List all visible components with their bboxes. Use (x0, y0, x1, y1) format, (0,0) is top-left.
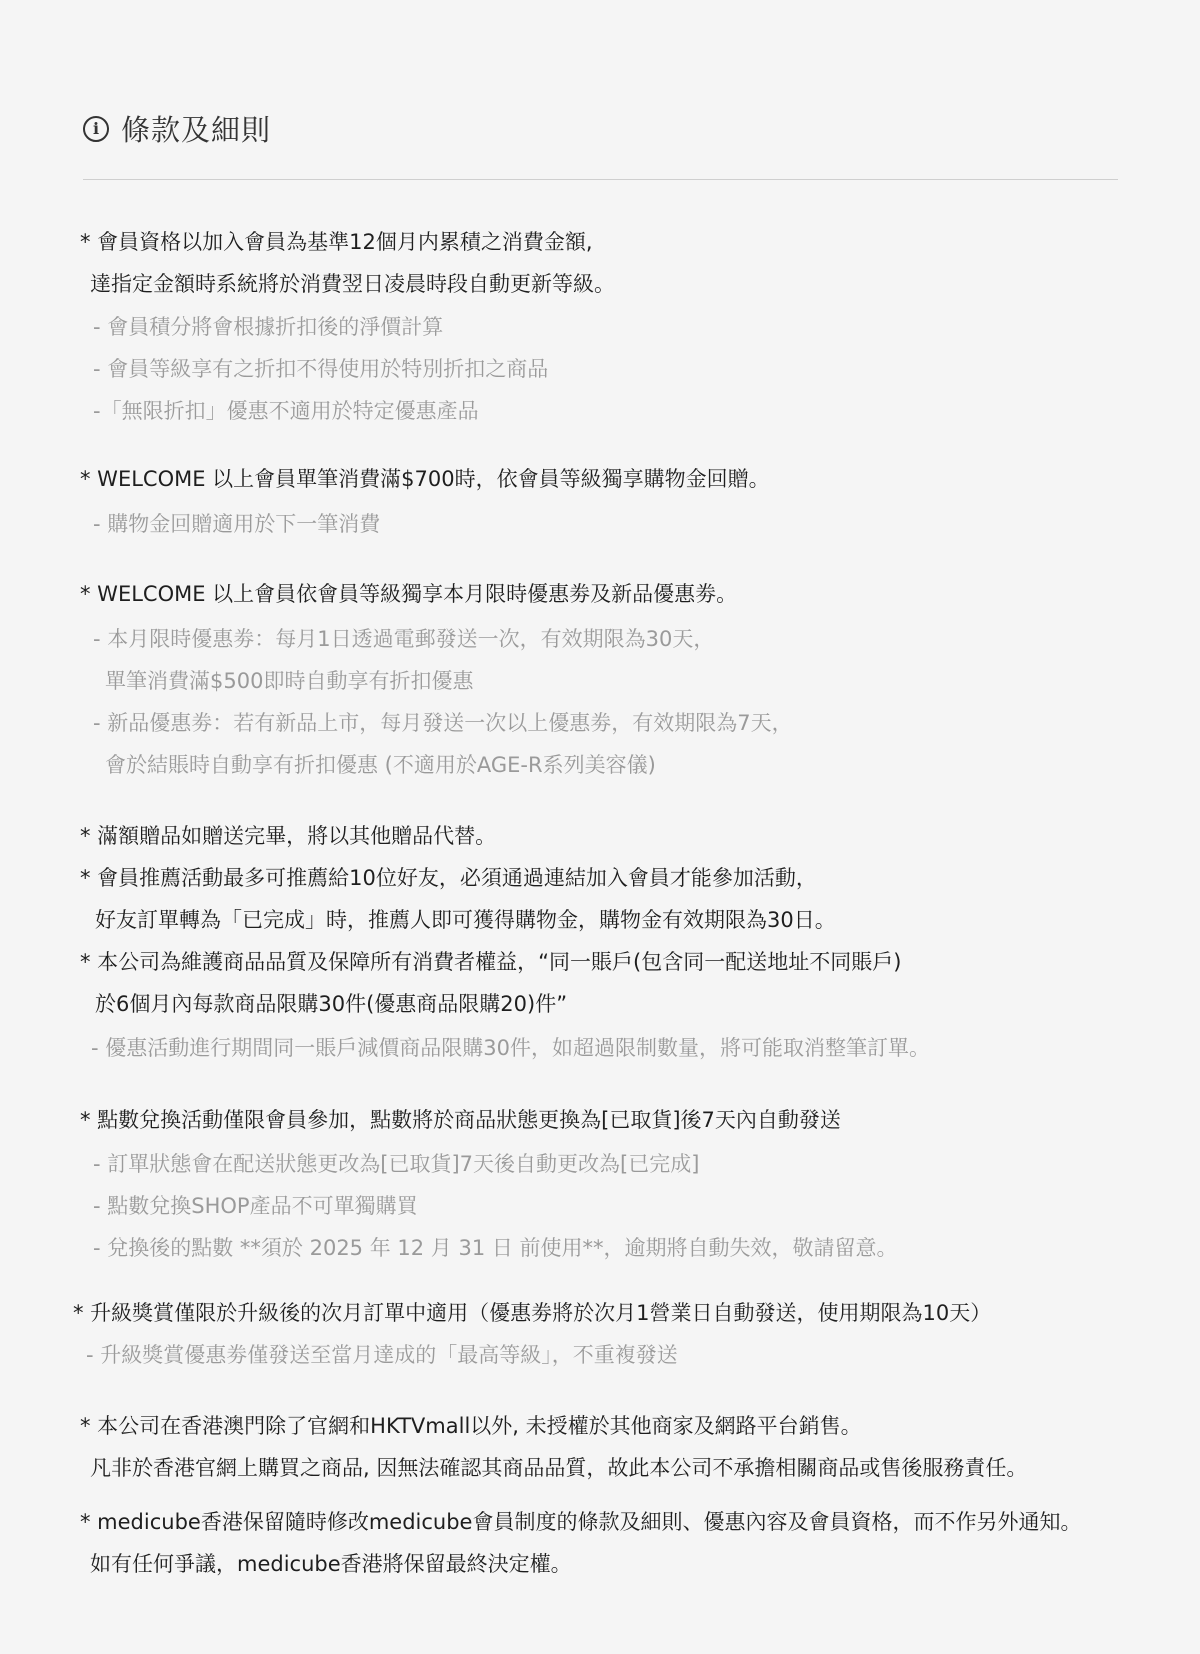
header-divider (83, 179, 1118, 180)
term-subline: - 優惠活動進行期間同一賬戶減價商品限購30件，如超過限制數量，將可能取消整筆訂單。 (91, 1036, 930, 1060)
term-subline: - 會員等級享有之折扣不得使用於特別折扣之商品 (93, 357, 549, 381)
terms-header (83, 108, 271, 149)
info-icon: i (83, 116, 109, 142)
term-line: 如有任何爭議，medicube香港將保留最終決定權。 (90, 1552, 572, 1576)
term-subline: - 會員積分將會根據折扣後的淨價計算 (93, 315, 444, 339)
term-subline: - 本月限時優惠劵：每月1日透過電郵發送一次，有效期限為30天， (93, 627, 715, 651)
term-subline: - 訂單狀態會在配送狀態更改為[已取貨]7天後自動更改為[已完成] (93, 1152, 700, 1176)
term-subline: 會於結賬時自動享有折扣優惠 (不適用於AGE-R系列美容儀) (105, 753, 656, 777)
term-subline: - 新品優惠劵：若有新品上市，每月發送一次以上優惠劵，有效期限為7天， (93, 711, 793, 735)
page-title: 條款及細則 (121, 113, 272, 147)
term-line: * WELCOME 以上會員單筆消費滿$700時，依會員等級獨享購物金回贈。 (80, 467, 770, 491)
term-subline: - 兌換後的點數 **須於 2025 年 12 月 31 日 前使用**，逾期將自動失效，敬請留意。 (93, 1236, 898, 1260)
term-line: 達指定金額時系統將於消費翌日凌晨時段自動更新等級。 (90, 272, 615, 296)
term-line: * WELCOME 以上會員依會員等級獨享本月限時優惠劵及新品優惠劵。 (80, 582, 738, 606)
term-line: * 滿額贈品如贈送完畢，將以其他贈品代替。 (80, 824, 497, 848)
term-line: * 點數兌換活動僅限會員參加，點數將於商品狀態更換為[已取貨]後7天內自動發送 (80, 1108, 841, 1132)
term-line: * 會員資格以加入會員為基準12個月内累積之消費金額, (80, 230, 593, 254)
term-subline: - 購物金回贈適用於下一筆消費 (93, 512, 381, 536)
term-line: * 會員推薦活動最多可推薦給10位好友，必須通過連結加入會員才能參加活動， (80, 866, 817, 890)
term-subline: - 點數兌換SHOP產品不可單獨購買 (93, 1194, 418, 1218)
term-subline: - 升級獎賞優惠劵僅發送至當月達成的「最高等級」，不重複發送 (86, 1343, 678, 1367)
term-subline: -「無限折扣」優惠不適用於特定優惠產品 (93, 399, 479, 423)
term-line: * 升級獎賞僅限於升級後的次月訂單中適用（優惠劵將於次月1營業日自動發送，使用期限為10天） (73, 1301, 992, 1325)
term-line: 好友訂單轉為「已完成」時，推薦人即可獲得購物金，購物金有效期限為30日。 (95, 908, 836, 932)
term-line: 凡非於香港官網上購買之商品, 因無法確認其商品品質，故此本公司不承擔相關商品或售後服務責任。 (90, 1456, 1028, 1480)
term-subline: 單筆消費滿$500即時自動享有折扣優惠 (105, 669, 474, 693)
term-line: 於6個月內每款商品限購30件(優惠商品限購20)件” (95, 992, 568, 1016)
term-line: * medicube香港保留隨時修改medicube會員制度的條款及細則、優惠內容及會員資格，而不作另外通知。 (80, 1510, 1082, 1534)
term-line: * 本公司為維護商品品質及保障所有消費者權益，“同一賬戶(包含同一配送地址不同賬戶) (80, 950, 902, 974)
term-line: * 本公司在香港澳門除了官網和HKTVmall以外, 未授權於其他商家及網路平台銷售。 (80, 1414, 862, 1438)
